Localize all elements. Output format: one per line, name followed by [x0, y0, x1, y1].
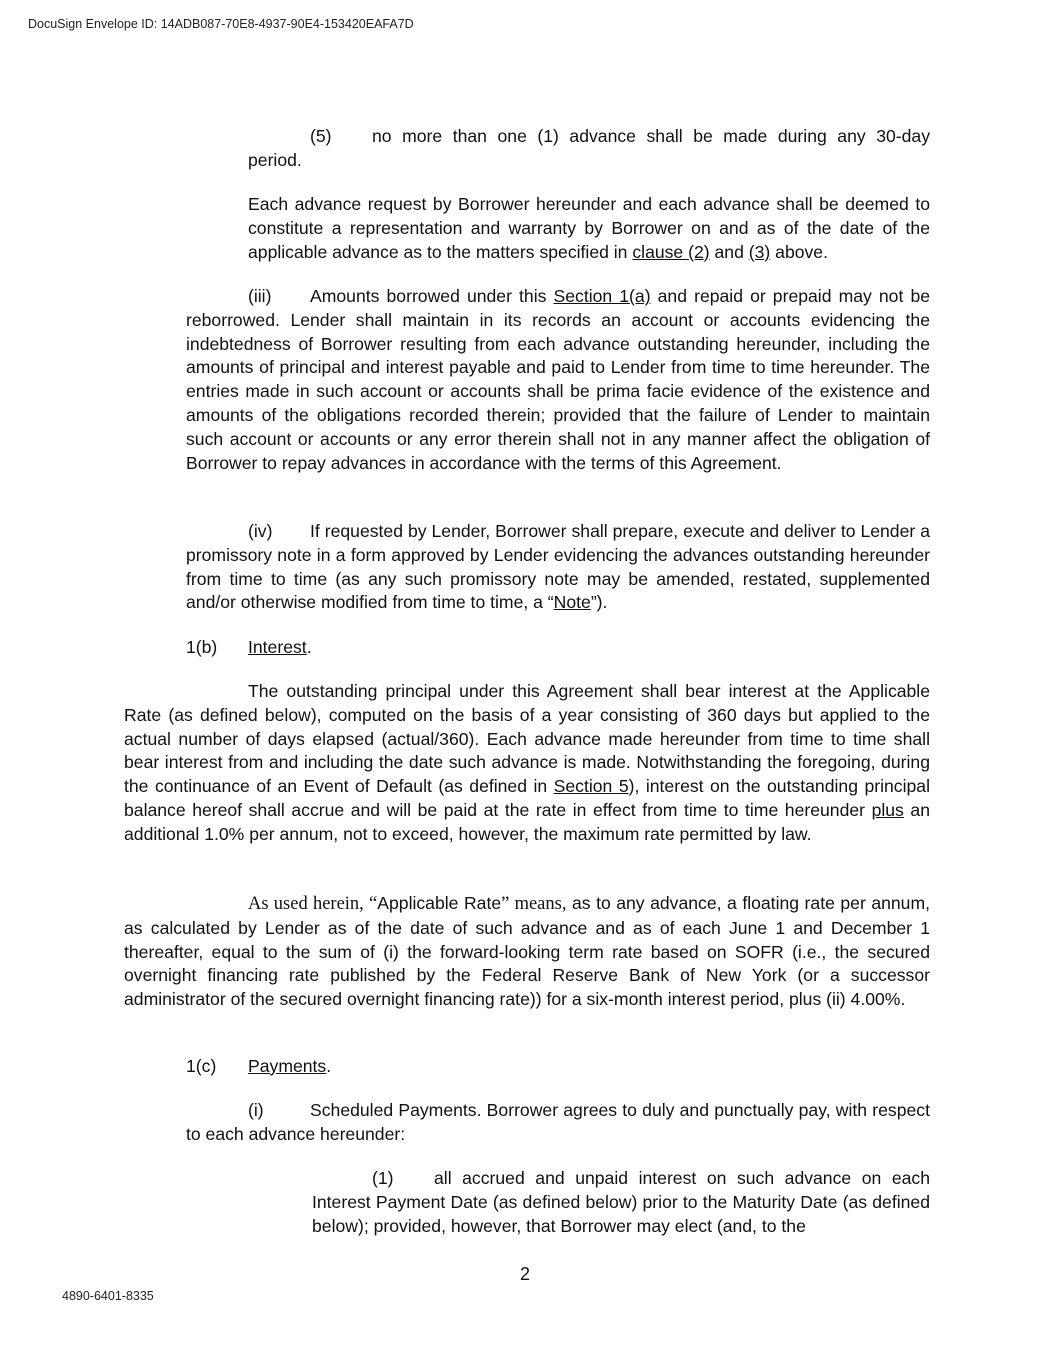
document-id: 4890-6401-8335 — [62, 1289, 154, 1303]
clause-2-reference: clause (2) — [632, 241, 710, 262]
item-5 — [248, 125, 930, 173]
item-5-continuation: period. — [248, 149, 302, 170]
interest-paragraph — [124, 680, 930, 847]
payments-1-paragraph — [312, 1167, 930, 1238]
note-term: Note — [553, 592, 591, 613]
interest-text: The outstanding principal under this Agreement shall bear interest at the Applicable Rate (as defined below), computed on the basis of a year consisting of 360 days but applied to the actual number of days elapsed (actual/360). Each advance made hereunder from time to time shall bear interest from and including the date such advance is made. Notwithstanding the foregoing, during the continuance of an Event of Default (as defined in — [124, 681, 930, 797]
item-5-number: (5) — [310, 126, 332, 146]
interest-end: an additional 1.0% per annum, not to exceed, however, the maximum rate permitted by law. — [124, 799, 930, 844]
section-1b-number: 1(b) — [186, 637, 218, 657]
paragraph-iii — [186, 285, 930, 475]
clause-3-reference: (3) — [748, 241, 771, 262]
plus-term: plus — [871, 799, 904, 820]
each-advance-and: and — [709, 241, 749, 262]
section-5-reference: Section 5 — [553, 776, 629, 797]
payments-1-number: (1) — [372, 1168, 394, 1188]
payments-1-text: all accrued and unpaid interest on such advance on each Interest Payment Date (as defined below) prior to the Maturity Date (as defined below); provided, however, that Borrower may elect (and, to the — [312, 1168, 930, 1236]
section-1b-heading — [186, 636, 930, 660]
section-1c-period: . — [326, 1056, 332, 1076]
each-advance-end: above. — [770, 241, 828, 262]
each-advance-paragraph — [248, 193, 930, 264]
page-number: 2 — [520, 1264, 531, 1284]
paragraph-iv-text: If requested by Lender, Borrower shall prepare, execute and deliver to Lender a promissory note in a form approved by Lender evidencing the advances outstanding hereunder from time to time (as any such promissory note may be amended, restated, supplemented and/or otherwise modified from time to time, a “ — [186, 521, 930, 613]
applicable-rate-intro: As used herein, “ — [248, 894, 378, 914]
payments-i-number: (i) — [248, 1100, 264, 1120]
paragraph-iv — [186, 520, 930, 615]
each-advance-text: Each advance request by Borrower hereunder and each advance shall be deemed to constitute a representation and warranty by Borrower on and as of the date of the applicable advance as to the matters specified in — [248, 194, 930, 262]
paragraph-iv-number: (iv) — [248, 521, 273, 541]
payments-i-text: Scheduled Payments. Borrower agrees to duly and punctually pay, with respect to each advance hereunder: — [186, 1100, 930, 1144]
applicable-rate-term: Applicable Rate — [377, 893, 502, 913]
section-1c-number: 1(c) — [186, 1056, 217, 1076]
applicable-rate-paragraph — [124, 892, 930, 1012]
section-1b-title: Interest — [248, 637, 307, 657]
paragraph-iii-text: Amounts borrowed under this — [310, 286, 554, 306]
interest-middle: ), interest on the outstanding principal balance hereof shall accrue and will be paid at the rate in effect from time to time hereunder — [124, 776, 930, 820]
item-5-text: no more than one (1) advance shall be made during any 30-day — [372, 126, 930, 146]
paragraph-iii-body: and repaid or prepaid may not be reborrowed. Lender shall maintain in its records an account or accounts evidencing the indebtedness of Borrower resulting from each advance outstanding hereunder, including the amounts of principal and interest payable and paid to Lender from time to time hereunder. The entries made in such account or accounts shall be prima facie evidence of the existence and amounts of the obligations recorded therein; provided that the failure of Lender to maintain such account or accounts or any error therein shall not in any manner affect the obligation of Borrower to repay advances in accordance with the terms of this Agreement. — [186, 286, 931, 473]
paragraph-iv-end: ”). — [590, 592, 608, 613]
section-1a-reference: Section 1(a) — [553, 286, 651, 306]
applicable-rate-means: ” means, — [501, 894, 567, 914]
paragraph-iii-number: (iii) — [248, 286, 272, 306]
applicable-rate-definition: as to any advance, a floating rate per annum, as calculated by Lender as of the date of such advance and as of each June 1 and December 1 thereafter, equal to the sum of (i) the forward-looking term rate based on SOFR (i.e., the secured overnight financing rate published by the Federal Reserve Bank of New York (or a successor administrator of the secured overnight financing rate)) for a six-month interest period, plus (ii) 4.00%. — [124, 893, 930, 1010]
payments-i-paragraph — [186, 1099, 930, 1147]
section-1c-title: Payments — [248, 1056, 327, 1076]
section-1b-period: . — [306, 637, 312, 657]
section-1c-heading — [186, 1055, 930, 1079]
docusign-envelope-id: DocuSign Envelope ID: 14ADB087-70E8-4937-90E4-153420EAFA7D — [28, 17, 414, 31]
